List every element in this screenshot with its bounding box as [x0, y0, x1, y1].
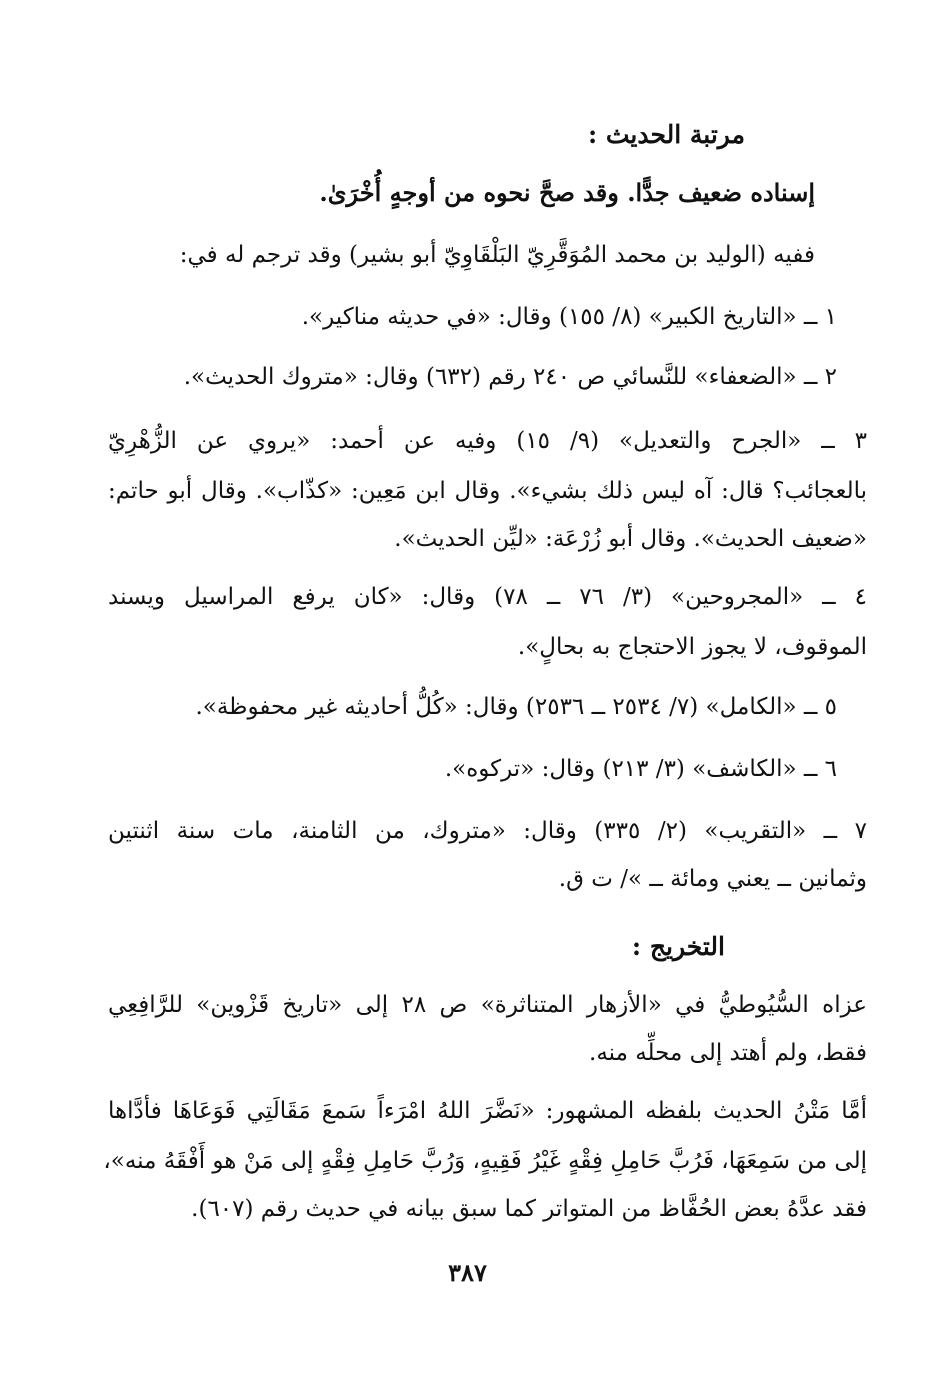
source-item-4-line-1: ٤ ــ «المجروحين» (٣/ ٧٦ ــ ٧٨) وقال: «كان يرفع المراسيل ويسند	[108, 584, 867, 610]
source-item-3-line-3: «ضعيف الحديث». وقال أبو زُرْعَة: «ليِّن الحديث».	[394, 526, 867, 552]
narrator-intro: ففيه (الوليد بن محمد المُوَقَّرِيّ البَلْقَاوِيّ أبو بشير) وقد ترجم له في:	[179, 242, 815, 268]
isnad-verdict: إسناده ضعيف جدًّا. وقد صحَّ نحوه من أوجهٍ أُخْرَىٰ.	[319, 178, 815, 207]
source-item-3-line-2: بالعجائب؟ قال: آه ليس ذلك بشيء». وقال ابن مَعِين: «كذّاب». وقال أبو حاتم:	[108, 478, 867, 504]
source-item-4-line-2: الموقوف، لا يجوز الاحتجاج به بحالٍ».	[517, 634, 867, 660]
takhrij-paragraph-2-line-3: فقد عدَّهُ بعض الحُفَّاظ من المتواتر كما سبق بيانه في حديث رقم (٦٠٧).	[191, 1196, 867, 1222]
takhrij-paragraph-2-line-1: أمَّا مَتْنُ الحديث بلفظه المشهور: «نَضَّرَ اللهُ امْرَءاً سَمعَ مَقَالَتِي فَوَعَاهَا فأدَّاها	[108, 1098, 867, 1124]
page-number: ٣٨٧	[448, 1258, 487, 1287]
source-item-3-line-1: ٣ ــ «الجرح والتعديل» (٩/ ١٥) وفيه عن أحمد: «يروي عن الزُّهْرِيّ	[108, 428, 867, 454]
takhrij-paragraph-1-line-2: فقط، ولم أهتد إلى محلِّه منه.	[589, 1040, 867, 1066]
source-item-2: ٢ ــ «الضعفاء» للنَّسائي ص ٢٤٠ رقم (٦٣٢) وقال: «متروك الحديث».	[183, 364, 837, 390]
source-item-6: ٦ ــ «الكاشف» (٣/ ٢١٣) وقال: «تركوه».	[444, 756, 837, 782]
source-item-7-line-1: ٧ ــ «التقريب» (٢/ ٣٣٥) وقال: «متروك، من الثامنة، مات سنة اثنتين	[108, 818, 867, 844]
takhrij-paragraph-2-line-2: إلى من سَمِعَهَا، فَرُبَّ حَامِلِ فِقْهٍ غَيْرُ فَقِيهٍ، وَرُبَّ حَامِلِ فِقْهٍ إلى مَنْ هو أَفْقَهُ منه»،	[103, 1148, 867, 1174]
source-item-1: ١ ــ «التاريخ الكبير» (٨/ ١٥٥) وقال: «في حديثه مناكير».	[301, 304, 837, 330]
source-item-7-line-2: وثمانين ــ يعني ومائة ــ »/ ت ق.	[558, 866, 867, 892]
section-heading-hadith-rank: مرتبة الحديث :	[587, 120, 745, 149]
source-item-5: ٥ ــ «الكامل» (٧/ ٢٥٣٤ ــ ٢٥٣٦) وقال: «كُلُّ أحاديثه غير محفوظة».	[195, 694, 837, 720]
takhrij-paragraph-1-line-1: عزاه السُّيُوطيُّ في «الأزهار المتناثرة» ص ٢٨ إلى «تاريخ قَزْوين» للرَّافِعِي	[108, 992, 868, 1018]
section-heading-takhrij: التخريج :	[631, 932, 725, 961]
